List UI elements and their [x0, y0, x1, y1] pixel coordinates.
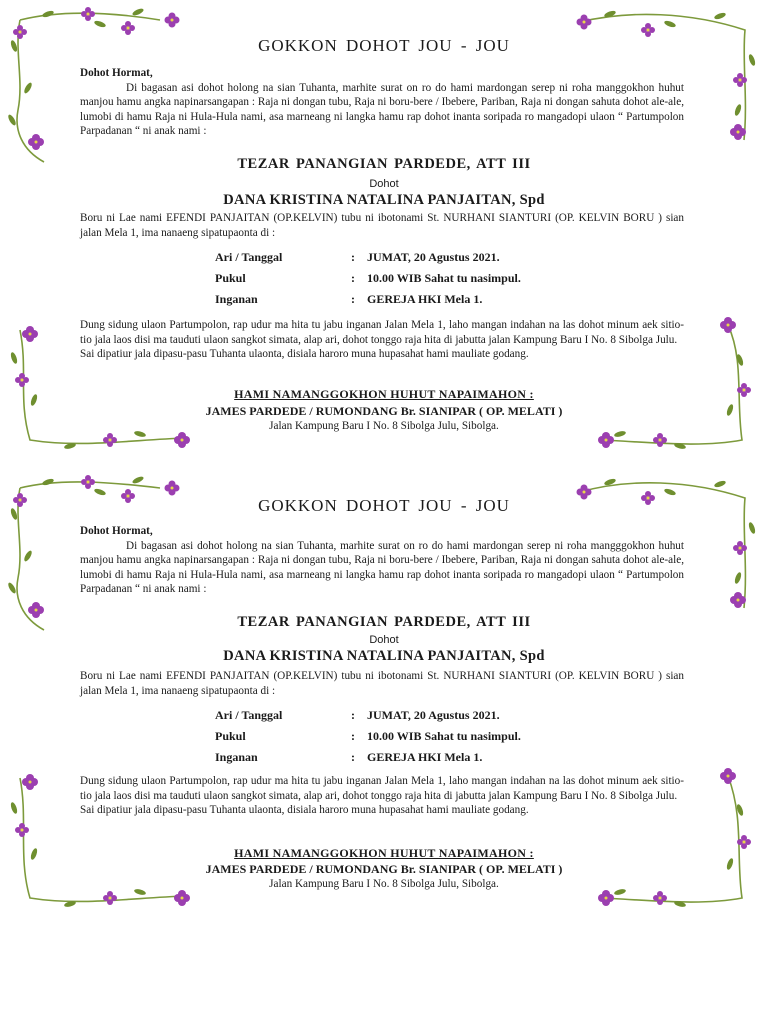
closing-text [80, 318, 684, 362]
invitation-paragraph: Di bagasan asi dohot holong na sian Tuhanta, marhite surat on ro do hami mardongan serep ni roha mangggokhon huhut manjou hamu angka napinarsangapan : Raja ni dongan tubu, Raja ni boru-bere / Ibebere, Pariban, Raja ni dongan sahuta dohot ale-ale, lumobi di hamu Raja ni Hula-Hula nami, asa marneang ni langka hamu rap dohot inanta soripada ro mangadopi ulaon “ Partumpolon Parpadanan “ ni anak nami : [80, 539, 684, 596]
blessing-paragraph: Sai dipatiur jala dipasu-pasu Tuhanta ulaonta, disiala haroro muna hupasahat hami mauliate godang. [80, 804, 529, 817]
invitation-card-2 [0, 458, 768, 918]
schedule-colon: : [351, 750, 355, 764]
schedule-colon: : [351, 250, 355, 264]
hosts-heading: HAMI NAMANGGOKHON HUHUT NAPAIMAHON : [234, 846, 534, 860]
blessing-paragraph: Sai dipatiur jala dipasu-pasu Tuhanta ulaonta, disiala haroro muna hupasahat hami mauliate godang. [80, 348, 529, 361]
schedule-label: Pukul [215, 729, 246, 743]
connector-text: Dohot [369, 178, 399, 190]
schedule-label: Pukul [215, 271, 246, 285]
hosts-names: JAMES PARDEDE / RUMONDANG Br. SIANIPAR ( OP. MELATI ) [205, 862, 563, 876]
schedule-value: 10.00 WIB Sahat tu nasimpul. [367, 271, 521, 285]
schedule-label: Ari / Tanggal [215, 250, 283, 264]
schedule-colon: : [351, 729, 355, 743]
closing-paragraph: Dung sidung ulaon Partumpolon, rap udur ma hita tu jabu inganan Jalan Mela 1, laho mangan indahan na las dohot minum aek sitio-tio jala laos disi ma tauduti ulaon sangkot simata, alap ari, dohot tonggo raja hita di jabutta jalan Kampung Baru I No. 8 Sibolga Julu. [80, 775, 684, 802]
closing-paragraph: Dung sidung ulaon Partumpolon, rap udur ma hita tu jabu inganan Jalan Mela 1, laho mangan indahan na las dohot minum aek sitio-tio jala laos disi ma tauduti ulaon sangkot simata, alap ari, dohot tonggo raja hita di jabutta jalan Kampung Baru I No. 8 Sibolga Julu. [80, 319, 684, 346]
schedule-value: JUMAT, 20 Agustus 2021. [367, 250, 500, 264]
hosts-heading: HAMI NAMANGGOKHON HUHUT NAPAIMAHON : [234, 387, 534, 401]
bride-name: DANA KRISTINA NATALINA PANJAITAN, Spd [223, 648, 545, 664]
schedule-label: Inganan [215, 292, 258, 306]
invitation-card-1 [0, 0, 768, 456]
hosts-address: Jalan Kampung Baru I No. 8 Sibolga Julu, Sibolga. [269, 420, 499, 432]
hosts-address: Jalan Kampung Baru I No. 8 Sibolga Julu, Sibolga. [269, 878, 499, 890]
invitation-paragraph: Di bagasan asi dohot holong na sian Tuhanta, marhite surat on ro do hami mardongan serep ni roha manggokhon huhut manjou hamu angka napinarsangapan : Raja ni dongan tubu, Raja ni boru-bere / Ibebere, Pariban, Raja ni dongan sahuta dohot ale-ale, lumobi di hamu Raja ni Hula-Hula nami, asa marneang ni langka hamu rap dohot inanta soripada ro mangadopi ulaon “ Partumpolon Parpadanan “ ni anak nami : [80, 81, 684, 138]
invitation-body [80, 524, 684, 597]
invitation-body [80, 66, 684, 139]
invitation-title: GOKKON DOHOT JOU - JOU [258, 36, 510, 55]
closing-text [80, 774, 684, 818]
schedule-value: 10.00 WIB Sahat tu nasimpul. [367, 729, 521, 743]
bride-name: DANA KRISTINA NATALINA PANJAITAN, Spd [223, 192, 545, 208]
schedule-value: JUMAT, 20 Agustus 2021. [367, 708, 500, 722]
schedule-colon: : [351, 708, 355, 722]
schedule-value: GEREJA HKI Mela 1. [367, 292, 483, 306]
parents-text: Boru ni Lae nami EFENDI PANJAITAN (OP.KELVIN) tubu ni ibotonami St. NURHANI SIANTURI (OP. KELVIN BORU ) sian jalan Mela 1, ima nanaeng sipatupaonta di : [80, 670, 684, 697]
groom-name: TEZAR PANANGIAN PARDEDE, ATT III [237, 156, 531, 172]
schedule-value: GEREJA HKI Mela 1. [367, 750, 483, 764]
salutation: Dohot Hormat, [80, 67, 153, 79]
schedule-colon: : [351, 271, 355, 285]
connector-text: Dohot [369, 634, 399, 646]
salutation: Dohot Hormat, [80, 525, 153, 537]
hosts-names: JAMES PARDEDE / RUMONDANG Br. SIANIPAR ( OP. MELATI ) [205, 404, 563, 418]
schedule-colon: : [351, 292, 355, 306]
groom-name: TEZAR PANANGIAN PARDEDE, ATT III [237, 614, 531, 630]
schedule-label: Inganan [215, 750, 258, 764]
parents-text: Boru ni Lae nami EFENDI PANJAITAN (OP.KELVIN) tubu ni ibotonami St. NURHANI SIANTURI (OP. KELVIN BORU ) sian jalan Mela 1, ima nanaeng sipatupaonta di : [80, 212, 684, 239]
invitation-title: GOKKON DOHOT JOU - JOU [258, 496, 510, 515]
schedule-label: Ari / Tanggal [215, 708, 283, 722]
